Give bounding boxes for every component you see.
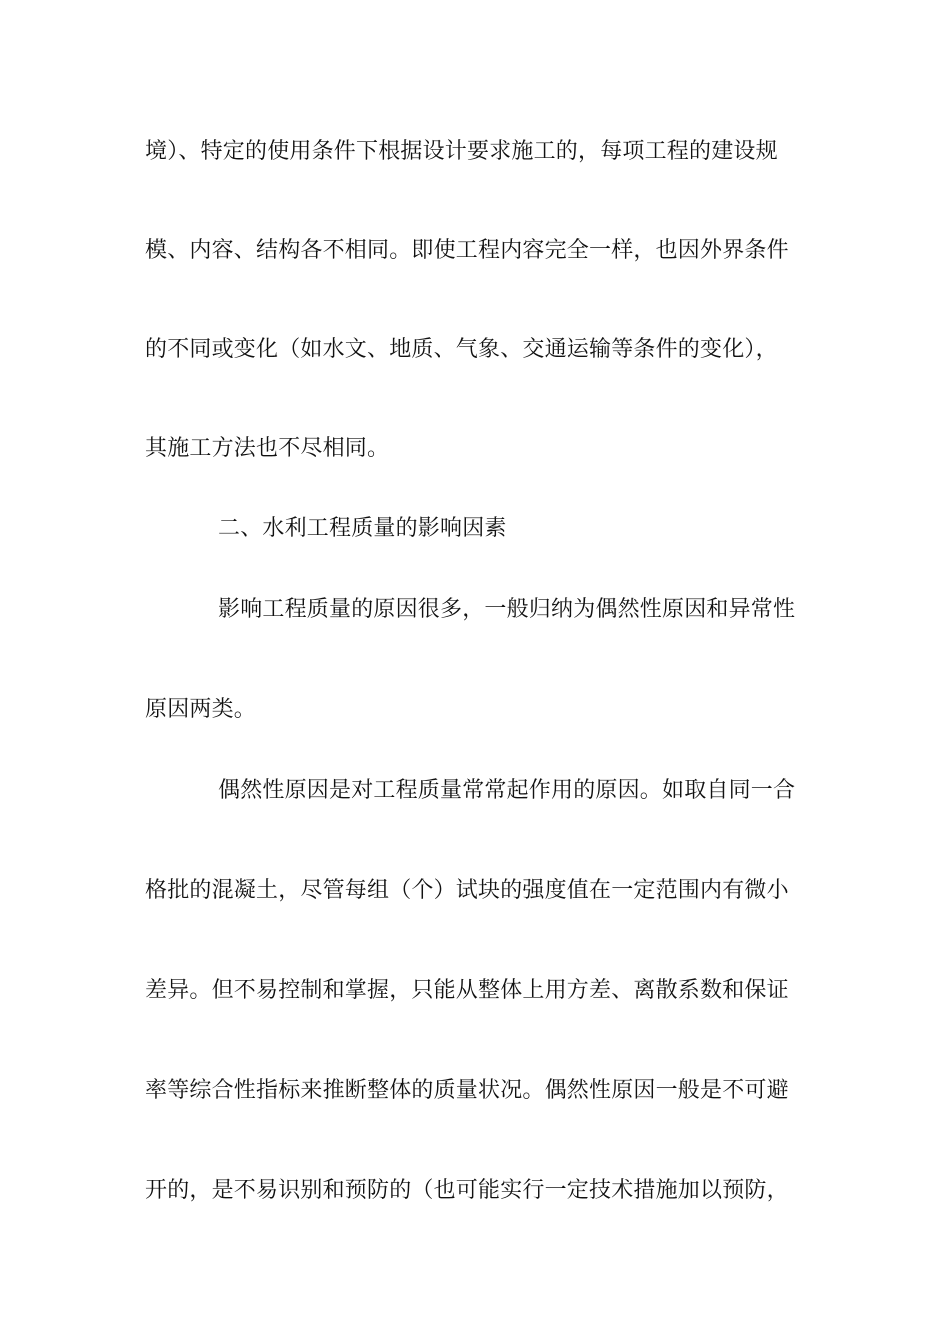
paragraph-line: 其施工方法也不尽相同。 <box>145 436 390 461</box>
paragraph-line: 模、内容、结构各不相同。即使工程内容完全一样，也因外界条件 <box>145 238 789 263</box>
paragraph-line: 境）、特定的使用条件下根据设计要求施工的，每项工程的建设规 <box>145 139 778 164</box>
paragraph-line: 差异。但不易控制和掌握，只能从整体上用方差、离散系数和保证 <box>145 978 789 1003</box>
paragraph-line: 开的，是不易识别和预防的（也可能实行一定技术措施加以预防， <box>145 1178 789 1203</box>
paragraph-line: 原因两类。 <box>145 697 257 722</box>
paragraph-line: 格批的混凝土，尽管每组（个）试块的强度值在一定范围内有微小 <box>145 878 789 903</box>
section-heading: 二、水利工程质量的影响因素 <box>218 516 507 541</box>
paragraph-line: 的不同或变化（如水文、地质、气象、交通运输等条件的变化）， <box>145 337 778 362</box>
paragraph-line: 影响工程质量的原因很多，一般归纳为偶然性原因和异常性 <box>218 597 796 622</box>
paragraph-line: 率等综合性指标来推断整体的质量状况。偶然性原因一般是不可避 <box>145 1078 789 1103</box>
paragraph-line: 偶然性原因是对工程质量常常起作用的原因。如取自同一合 <box>218 778 796 803</box>
